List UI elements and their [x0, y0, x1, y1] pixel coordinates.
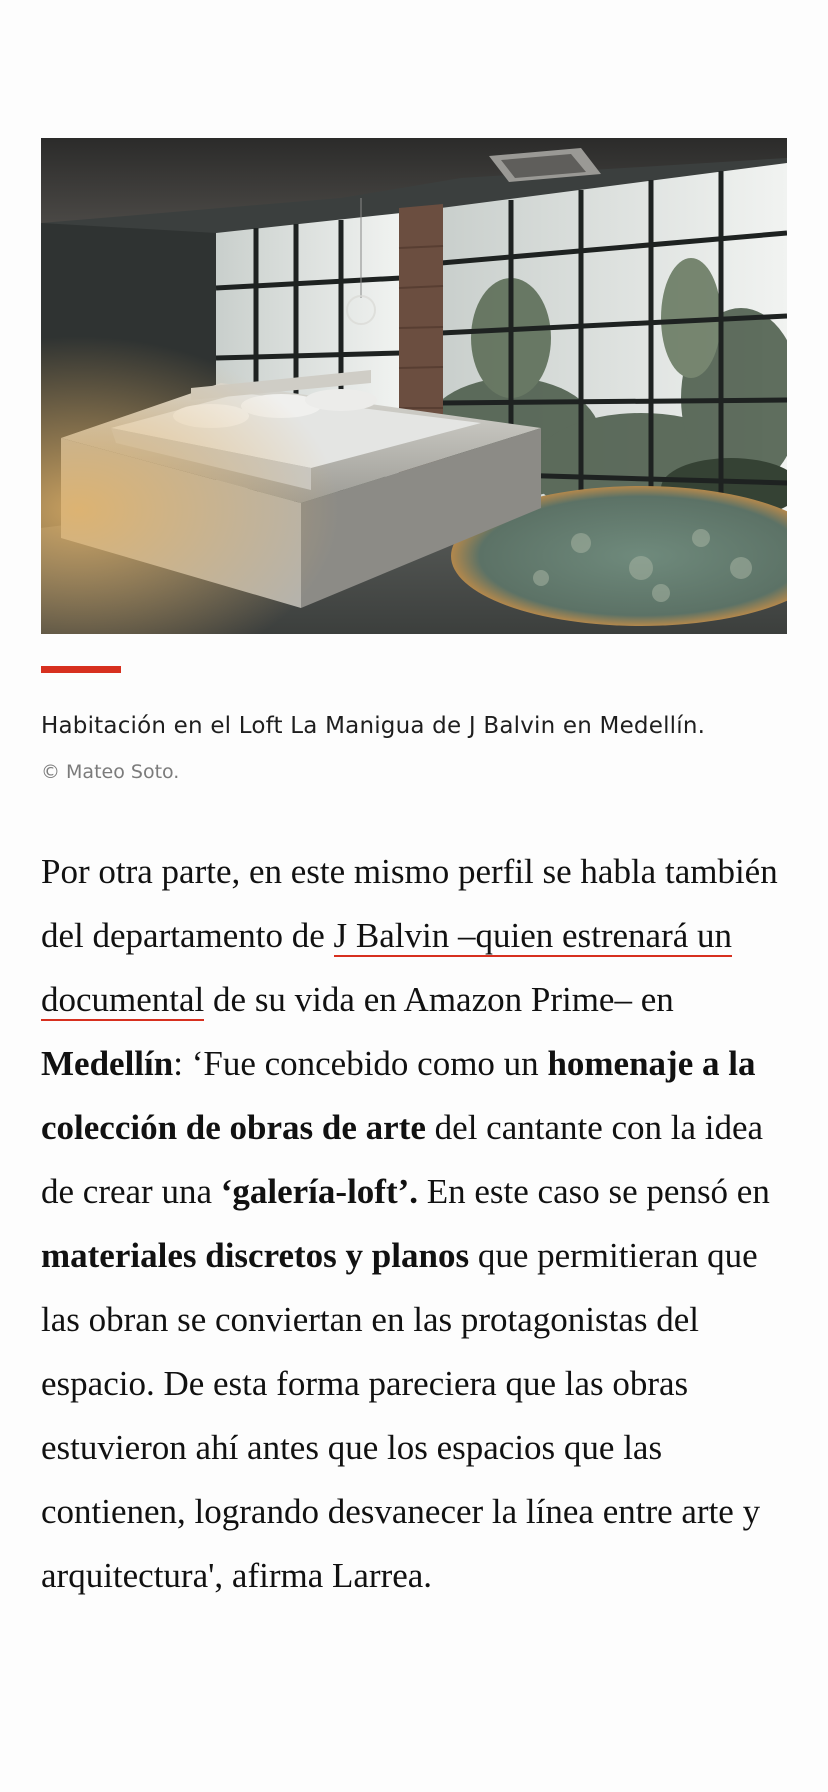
paragraph-text: Por otra parte, en este mismo perfil se habla también del departamento de — [41, 852, 778, 955]
paragraph-text: : ‘Fue concebido como un — [173, 1044, 548, 1083]
documentary-link[interactable]: J Balvin –quien estrenará un documental — [41, 916, 733, 1019]
photo-credit: © Mateo Soto. — [41, 761, 180, 783]
caption-accent-rule — [41, 666, 121, 673]
emphasis-materials: materiales discretos y planos — [41, 1236, 470, 1275]
article-body — [41, 138, 787, 1643]
caption-text: Habitación en el Loft La Manigua de J Balvin en Medellín. — [41, 713, 706, 739]
article-figure — [41, 138, 787, 785]
emphasis-homage: homenaje a la colección de obras de arte — [41, 1044, 756, 1147]
emphasis-gallery-loft: ‘galería-loft’. — [220, 1172, 419, 1211]
article-paragraph — [41, 840, 793, 1608]
loft-bedroom-photo[interactable] — [41, 138, 787, 634]
paragraph-text: de su vida en Amazon Prime– en — [204, 980, 674, 1019]
paragraph-text: En este caso se pensó en — [418, 1172, 770, 1211]
image-caption — [41, 666, 787, 785]
bedroom-illustration — [41, 138, 787, 634]
paragraph-text: del cantante con la idea de crear una — [41, 1108, 764, 1211]
paragraph-text: que permitieran que las obran se conviertan en las protagonistas del espacio. De esta forma pareciera que las obras estuvieron ahí antes que los espacios que las contienen, logrando desvanecer la línea entre arte y arquitectura', afirma Larrea. — [41, 1236, 761, 1595]
emphasis-medellin: Medellín — [41, 1044, 174, 1083]
